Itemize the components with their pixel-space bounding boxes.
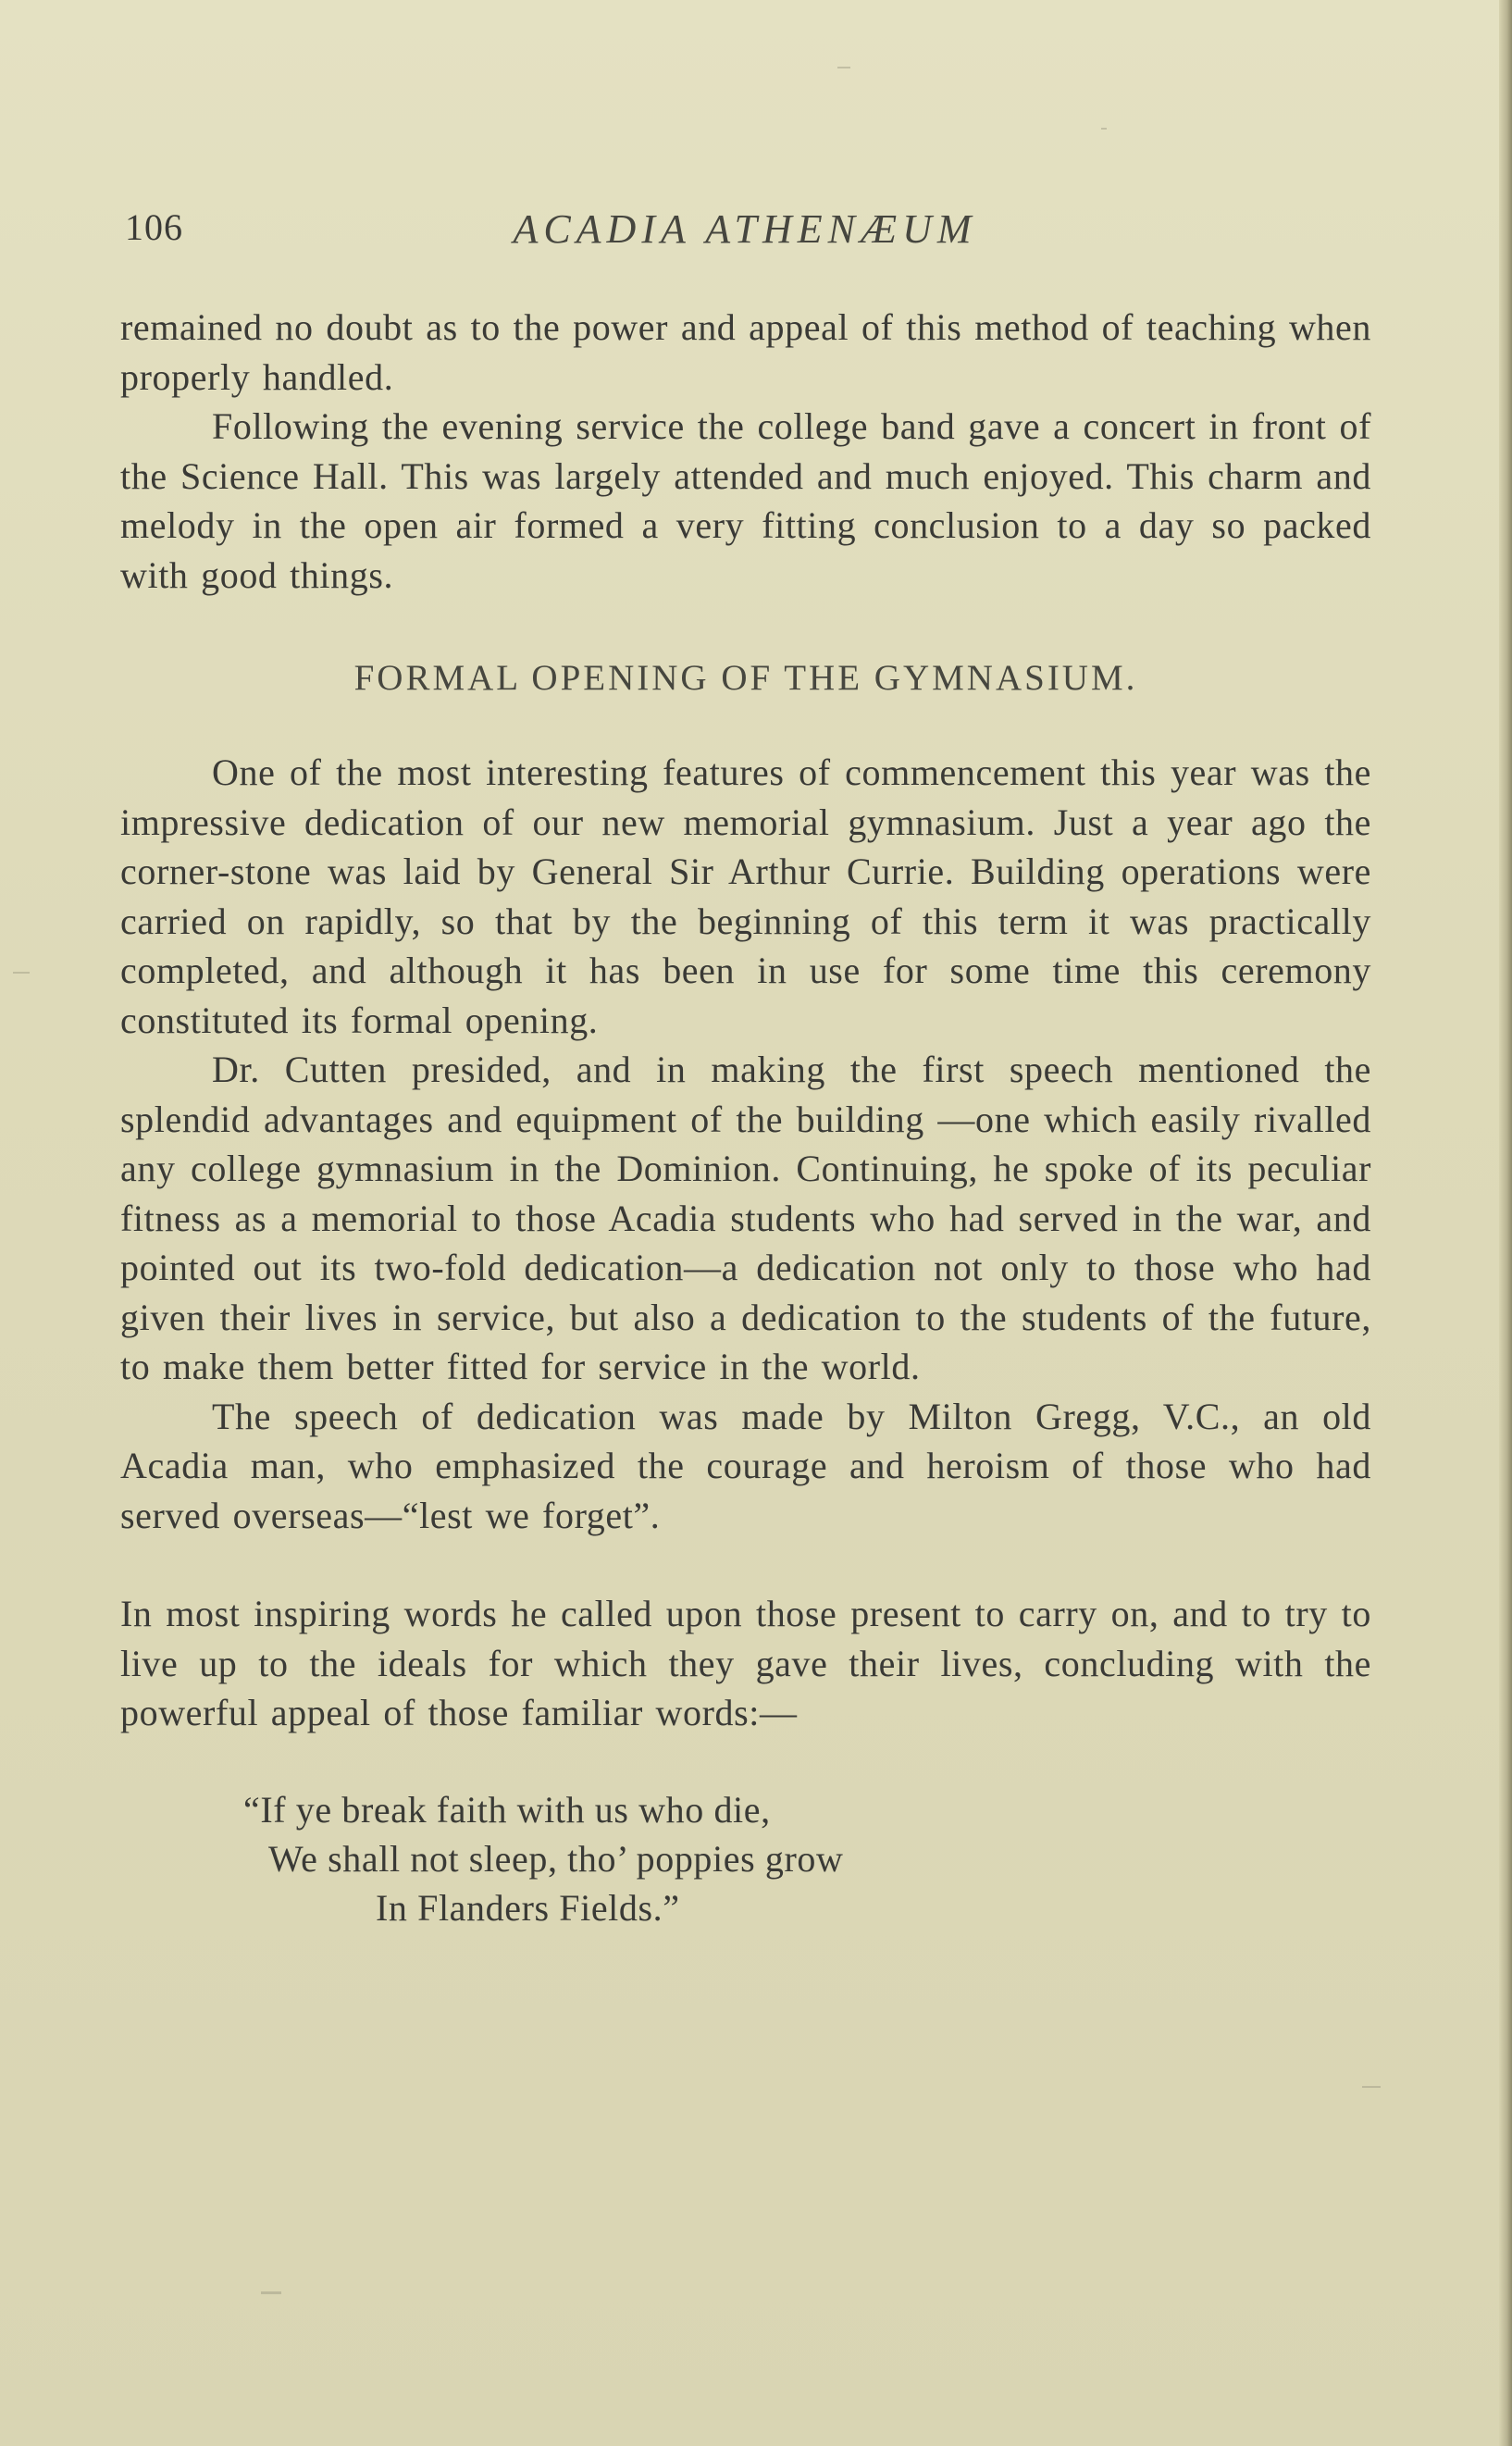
paragraph-cutten-speech: Dr. Cutten presided, and in making the first speech mentioned the splendid advantages and equipment of the building —one which easily rivalled any college gymnasium in the Dominion. Continuing, he spoke of its peculiar fitness as a memorial to those Acadia students who had served in the war, and pointed out its two-fold dedication—a dedication not only to those who had given their lives in service, but also a dedication to the students of the future, to make them better fitted for service in the world. (120, 1049, 1371, 1387)
poem-line: We shall not sleep, tho’ poppies grow (268, 1837, 844, 1880)
paragraph-continued: remained no doubt as to the power and appeal of this method of teaching when properly handled. (120, 306, 1371, 398)
paragraph-gymnasium-dedication: One of the most interesting features of commencement this year was the impressive dedication of our new memorial gymnasium. Just a year ago the corner-stone was laid by General Sir Arthur Currie. Building operations were carried on rapidly, so that by the beginning of this term it was practically completed, and although it has been in use for some time this ceremony constituted its formal opening. (120, 751, 1371, 1041)
paragraph-inspiring-words: In most inspiring words he called upon those present to carry on, and to try to live up to the ideals for which they gave their lives, concluding with the powerful appeal of those familiar words:— (120, 1593, 1371, 1733)
paper-speck (837, 67, 850, 68)
running-title: ACADIA ATHENÆUM (513, 206, 977, 252)
article-body (120, 303, 1371, 1932)
section-heading: FORMAL OPENING OF THE GYMNASIUM. (353, 658, 1138, 698)
page-header (125, 205, 1365, 261)
paragraph-band-concert: Following the evening service the college band gave a concert in front of the Science Hall. This was largely attended and much enjoyed. This charm and melody in the open air formed a very fitting conclusion to a day so packed with good things. (120, 405, 1371, 596)
page-number: 106 (125, 206, 183, 248)
poem-line: In Flanders Fields.” (376, 1886, 680, 1929)
paper-speck (1101, 128, 1107, 130)
paper-speck (13, 972, 30, 974)
poem-quote (120, 1785, 1371, 1932)
page-spine-shadow (1499, 0, 1512, 2446)
paragraph-gregg-speech: The speech of dedication was made by Milton Gregg, V.C., an old Acadia man, who emphasized the courage and heroism of those who had served overseas—“lest we forget”. (120, 1395, 1371, 1536)
paper-speck (1362, 2086, 1381, 2088)
poem-line: “If ye break faith with us who die, (243, 1788, 771, 1831)
paper-speck (261, 2291, 281, 2294)
